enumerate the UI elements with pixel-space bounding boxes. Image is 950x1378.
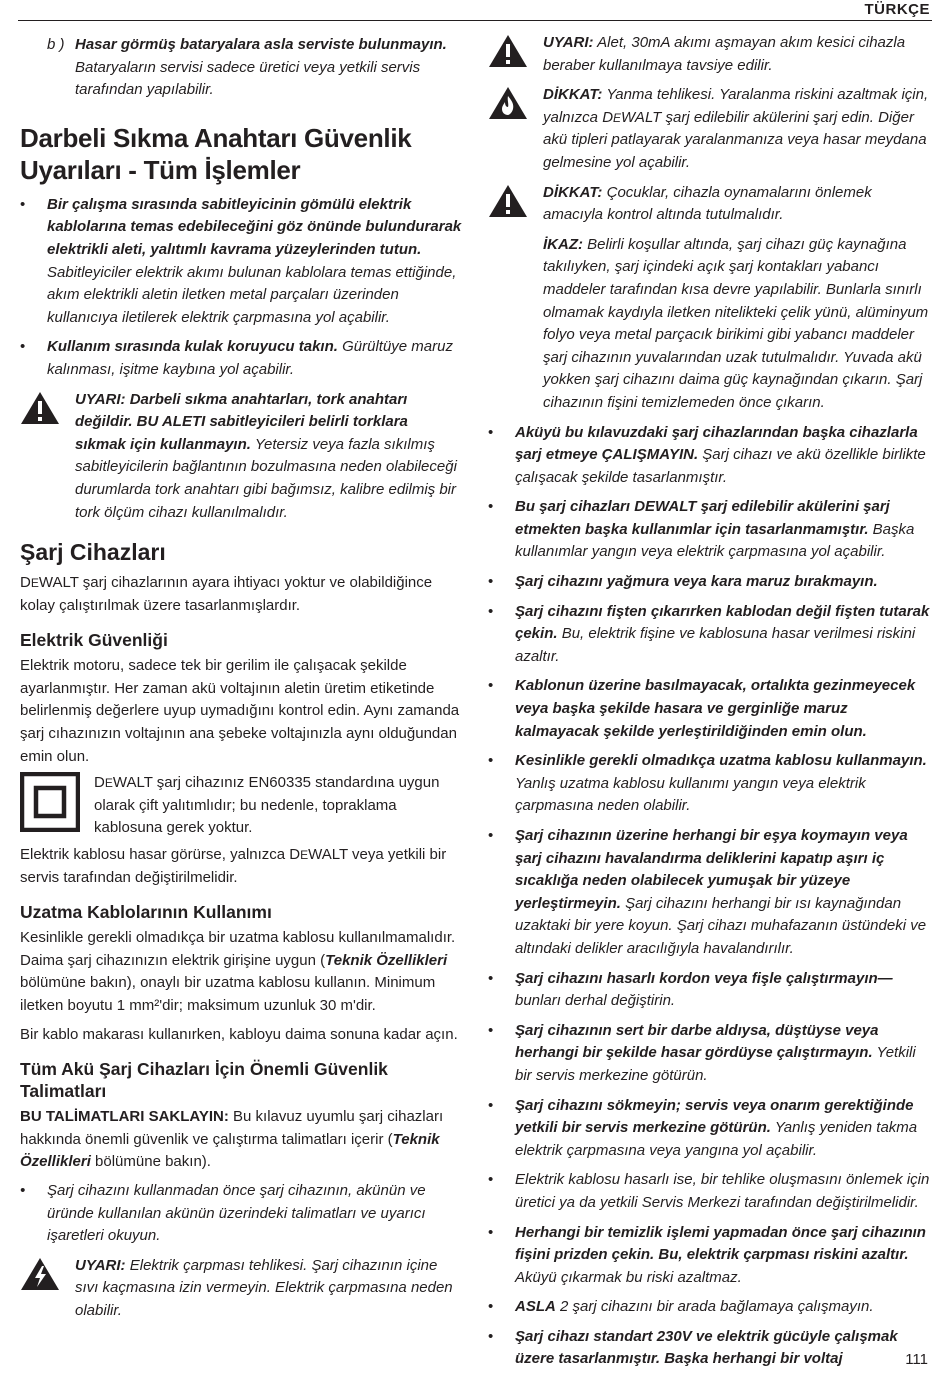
list-item [488,1222,934,1290]
warning-text: Alet, 30mA akımı aşmayan akım kesici cihazla beraber kullanılmaya tavsiye edilir. [543,34,906,74]
warning-bold: UYARI: [75,1256,126,1274]
heading-extension-cords: Uzatma Kablolarının Kullanımı [20,902,272,923]
list-item-text: Bu, elektrik fişine ve kablosuna hasar verilmesi riskini azaltır. [515,625,916,665]
bullet-dot: • [488,1223,494,1241]
extension-paragraph [20,927,462,1017]
bullet-dot: • [488,1021,494,1039]
cable-text2: WALT veya yetkili bir servis tarafından değiştirilmelidir. [20,846,447,886]
bullet-dot: • [488,677,494,695]
list-item [488,422,934,490]
bullet-dot: • [20,338,26,356]
double-insulation-text [94,772,462,840]
brand-e: E [300,848,309,863]
b-item [20,34,462,102]
fire-hazard-icon [488,86,528,128]
list-item-text: 2 şarj cihazını bir arada bağlamaya çalışmayın. [555,1298,874,1316]
list-item-bold: ASLA [515,1298,556,1316]
list-item-bold: Aküyü bu kılavuzdaki şarj cihazlarından başka cihazlarla şarj etmeye ÇALIŞMAYIN. [515,423,918,464]
caution-burn [488,84,934,174]
warning-triangle-icon [488,34,528,76]
bullet-dot: • [488,602,494,620]
bullet-text: Sabitleyiciler elektrik akımı bulunan kablolara temas ettiğinde, akım elektrikli aletin iletken metal parçaları üzerinden kullanıcıya iletilerek elektrik çarpmasına yol açabilir. [47,263,457,326]
ext-text1: Kesinlikle gerekli olmadıkça bir uzatma kablosu kullanılmamalıdır. Daima şarj cihazınızın elektrik girişine uygun ( [20,929,456,969]
caution-bold: DİKKAT: [543,183,603,201]
list-item-bold: Şarj cihazı standart 230V ve elektrik gücüyle çalışmak üzere tasarlanmıştır. Başka herhangi bir voltaj [515,1327,898,1368]
warning-triangle-icon [20,391,60,433]
list-item [488,1169,934,1214]
cable-paragraph [20,844,462,889]
list-item-bold: Kablonun üzerine basılmayacak, ortalıkta gezinmeyecek veya başka şekilde hasara ve gerginliğe maruz kalmayacak şekilde yerleştirildiğinden emin olun. [515,677,916,740]
caution-text: Çocuklar, cihazla oynamalarını önlemek amacıyla kontrol altında tutulmalıdır. [543,183,872,224]
double-insulation-block [20,772,462,840]
language-label: TÜRKÇE [864,1,930,18]
notice-block [488,234,934,415]
bullet-dot: • [488,1298,494,1316]
save-text2: bölümüne bakın). [90,1153,211,1171]
list-item [488,750,934,818]
bullet-dot: • [488,573,494,591]
double-insulation-icon [20,772,80,840]
ext-text2: bölümüne bakın), onaylı bir uzatma kablosu kullanın. Minimum iletken boyutu 1 mm²'dir; maksimum uzunluk 30 m'dir. [20,974,436,1014]
brand-e: E [104,776,113,791]
page-number: 111 [905,1351,928,1368]
list-item-text: Yetkili bir servis merkezine götürün. [515,1044,916,1084]
list-item [488,1296,934,1319]
caution-bold: DİKKAT: [543,86,603,104]
bullet-dot: • [488,969,494,987]
right-column [488,32,934,1378]
bullet-dot: • [488,1171,494,1189]
list-item-text: Şarj cihazını herhangi bir ısı kaynağından uzaktaki bir yere koyun. Şarj cihazı muhafazanın üstündeki ve altındaki delikler aracılığıyla havalandırılır. [515,894,927,957]
brand-e: E [30,576,39,591]
bullet-bold: Bir çalışma sırasında sabitleyicinin gömülü elektrik kablolarına temas edebileceğini göz önünde bulundurarak elektrikli aleti, yalıtımlı kavrama yüzeylerinden tutun. [47,195,462,258]
list-item-bold: Şarj cihazının üzerine herhangi bir eşya koymayın veya şarj cihazını havalandırma deliklerini kapatıp aşırı iç sıcaklığa neden olabilecek yumuşak bir yüzeye yerleştirmeyin. [515,827,908,912]
notice-bold: İKAZ: [543,235,583,253]
caution-text1: Yanma tehlikesi. Yaralanma riskini azaltmak için, yalnızca D [543,86,929,126]
save-bold: BU TALİMATLARI SAKLAYIN: [20,1108,229,1126]
warning-rcd [488,32,934,77]
bullet-dot: • [20,1181,26,1199]
caution-children [488,182,934,227]
save-bold2: Teknik Özellikleri [20,1130,440,1171]
chargers-paragraph [20,572,462,617]
brand-rest: WALT [112,774,153,792]
list-item [488,968,934,1013]
warning-torque [20,389,462,525]
warning-text: Elektrik çarpması tehlikesi. Şarj cihazının içine sıvı kaçmasına izin vermeyin. Elektrik çarpmasına neden olabilir. [75,1256,453,1319]
left-column [20,34,462,1330]
bullet-bold: Kullanım sırasında kulak koruyucu takın. [47,338,338,356]
header-rule [18,20,932,21]
bullet-dot: • [488,1327,494,1345]
ext-bold: Teknik Özellikleri [325,951,448,969]
list-item-bold: Herhangi bir temizlik işlemi yapmadan önce şarj cihazının fişini prizden çekin. Bu, elektrik çarpması riskini azaltır. [515,1223,926,1264]
heading-electrical-safety: Elektrik Güvenliği [20,630,168,651]
heading-important-instructions: Tüm Akü Şarj Cihazları İçin Önemli Güvenlik Talimatları [20,1059,388,1102]
list-item [488,825,934,961]
warning-electric-shock [20,1255,462,1323]
bullet-dot: • [488,498,494,516]
chargers-text: şarj cihazlarının ayara ihtiyacı yoktur ve olabildiğince kolay çalıştırılmak üzere tasarlanmışlardır. [20,574,433,614]
brand-d: D [94,774,105,792]
charger-safety-list [488,422,934,1372]
b-item-bold: Hasar görmüş bataryalara asla serviste bulunmayın. [75,36,447,53]
brand-rest: WALT [38,574,79,592]
warning-triangle-icon [488,184,528,226]
insulation-text: şarj cihazınız EN60335 standardına uygun olarak çift yalıtımlıdır; bu nedenle, topraklama kablosuna gerek yoktur. [94,774,440,837]
list-item-text: Yanlış yeniden takma elektrik çarpmasına veya yangına yol açabilir. [515,1119,918,1159]
bullet-text: Şarj cihazını kullanmadan önce şarj cihazının, akünün ve üründe kullanılan akünün üzerindeki talimatları ve uyarıcı işaretleri okuyun. [47,1181,426,1245]
list-item-bold: Şarj cihazının sert bir darbe aldıysa, düştüyse veya herhangi bir şekilde hasar gördüyse çalıştırmayın. [515,1021,879,1062]
list-item [488,1326,934,1371]
bullet-dot: • [20,195,26,213]
save-text1: Bu kılavuz uyumlu şarj cihazları hakkında önemli güvenlik ve çalıştırma talimatları içerir ( [20,1108,444,1148]
brand-d: D [20,574,31,592]
b-item-marker: b ) [47,36,65,53]
warning-bold: UYARI: [543,34,594,51]
list-item-bold: Şarj cihazını fişten çıkarırken kablodan değil fişten tutarak çekin. [515,602,930,643]
electric-shock-icon [20,1257,60,1299]
list-item-text: Şarj cihazı ve akü özellikle birlikte çalışacak şekilde tasarlanmıştır. [515,446,926,486]
electrical-paragraph: Elektrik motoru, sadece tek bir gerilim ile çalışacak şekilde ayarlanmıştır. Her zaman akü voltajının aletin üretim etiketinde belirlenmiş değerlere uyup uymadığını kontrol edin. Aynı zamanda şarj cıhazınızın voltajının ana şebeke voltajınızla aynı olduğundan emin olun. [20,657,460,765]
list-item-bold: Kesinlikle gerekli olmadıkça uzatma kablosu kullanmayın. [515,752,927,770]
save-paragraph [20,1106,462,1174]
cable-text1: Elektrik kablosu hasar görürse, yalnızca D [20,846,301,864]
list-item [488,1095,934,1163]
list-item-bold: Bu şarj cihazları DEWALT şarj edilebilir akülerini şarj etmekten başka kullanımlar için tasarlanmamıştır. [515,498,890,538]
b-item-text: Bataryaların servisi sadece üretici veya yetkili servis tarafından yapılabilir. [75,58,421,99]
list-item [488,496,934,564]
bullet-ear-protection [20,336,462,381]
warning-bold: UYARI: Darbeli sıkma anahtarları, tork anahtarı değildir. BU ALETI sabitleyicileri belirli torklara sıkmak için kullanmayın. [75,390,408,453]
bullet-text: Gürültüye maruz kalınması, işitme kaybına yol açabilir. [47,338,453,378]
list-item-text: bunları derhal değiştirin. [515,992,676,1010]
list-item [488,571,934,594]
caution-text2: WALT şarj edilebilir akülerini şarj edin. Diğer akü tipleri patlayarak yaralanmanıza veya hasar meydana gelmesine yol açabilir. [543,108,927,171]
list-item-bold: Şarj cihazını sökmeyin; servis veya onarım gerektiğinde yetkili bir servis merkezine götürün. [515,1096,914,1137]
bullet-hold-insulated [20,194,462,330]
warning-text: Yetersiz veya fazla sıkılmış sabitleyicilerin bağlantının bozulmasına neden olabileceği durumlarda tork anahtarı gibi bağımsız, kalibre edilmiş bir tork ölçüm cihazı kullanılmalıdır. [75,435,457,521]
list-item-text: Yanlış uzatma kablosu kullanımı yangın veya elektrik çarpmasına neden olabilir. [515,774,866,815]
list-item-text: Başka kullanımlar yangın veya elektrik çarpmasına yol açabilir. [515,520,915,561]
heading-impact-wrench-safety: Darbeli Sıkma Anahtarı Güvenlik Uyarıları - Tüm İşlemler [20,122,412,185]
list-item-text: Aküyü çıkarmak bu riski azaltmaz. [515,1268,742,1286]
bullet-dot: • [488,423,494,441]
list-item-text: Elektrik kablosu hasarlı ise, bir tehlike oluşmasını önlemek için üretici ya da yetkili Servis Merkezi tarafından değiştirilmelidir. [515,1171,930,1211]
list-item-bold: Şarj cihazını hasarlı kordon veya fişle çalıştırmayın— [515,969,893,987]
bullet-dot: • [488,752,494,770]
list-item [488,675,934,743]
list-item-bold: Şarj cihazını yağmura veya kara maruz bırakmayın. [515,573,878,591]
list-item [488,1020,934,1088]
brand-e: E [613,110,622,125]
bullet-read-instructions [20,1180,462,1248]
bullet-dot: • [488,827,494,844]
heading-chargers: Şarj Cihazları [20,539,166,566]
reel-paragraph: Bir kablo makarası kullanırken, kabloyu daima sonuna kadar açın. [20,1025,458,1043]
list-item [488,601,934,669]
bullet-dot: • [488,1096,494,1114]
notice-text: Belirli koşullar altında, şarj cihazı güç kaynağına takılıyken, şarj içindeki açık şarj kontakları yabancı maddeler tarafından kısa devre yapılabilir. Bunlarla sınırlı olmamak kaydıyla iletken nitelikteki çelik yünü, alüminyum folyo veya metal parçacık birikimi gibi yabancı maddeler şarj cihazının yuvalarından uzak tutulmalıdır. Yuvada akü yokken şarj cihazını daima güç kaynağından çıkarın. Şarj cihazının fişini temizlemeden önce çıkarın. [543,235,929,411]
